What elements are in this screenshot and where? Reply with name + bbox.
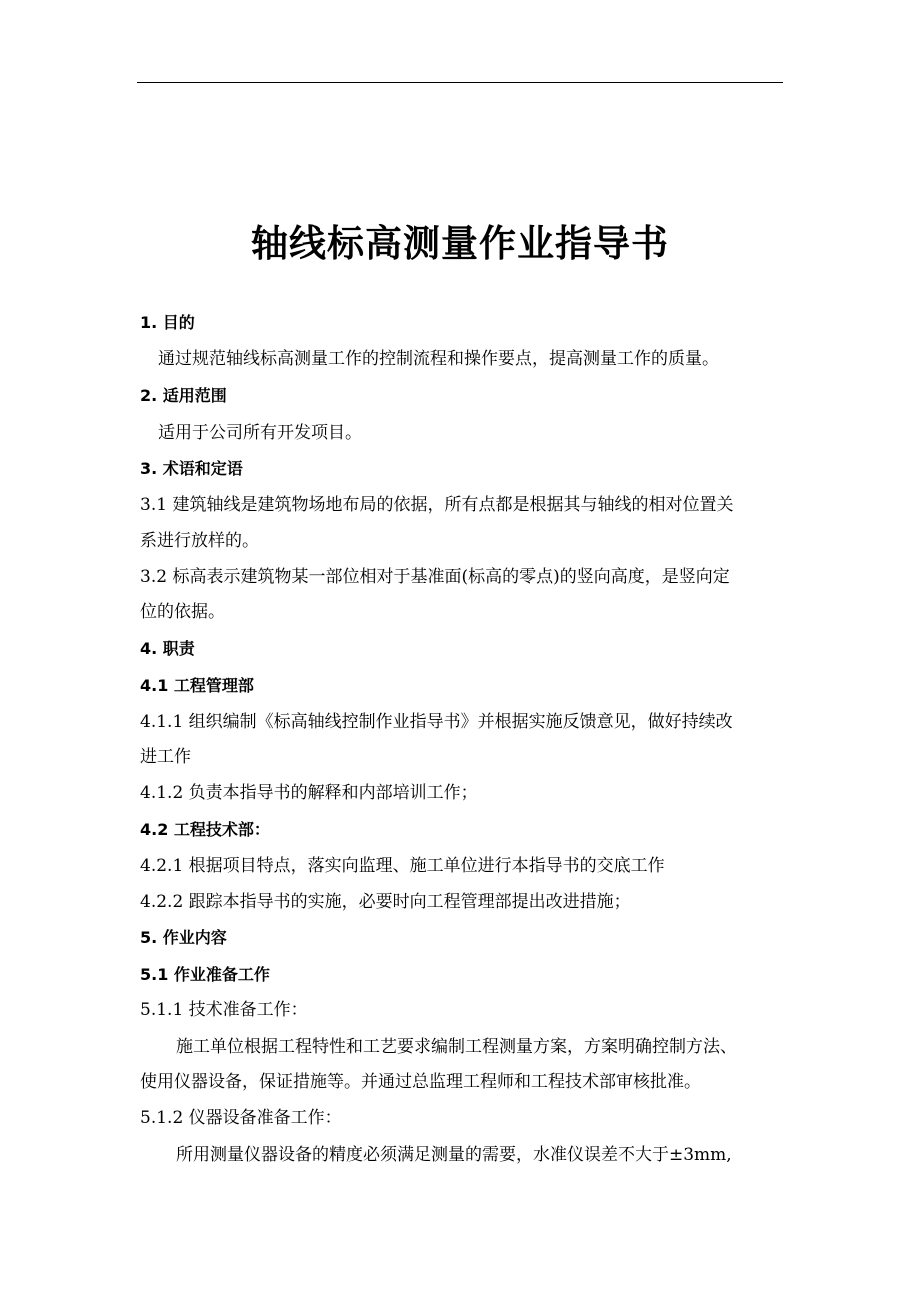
paragraph-line: 位的依据。 [140, 602, 225, 622]
subsection-heading: 4.1 工程管理部 [140, 676, 254, 695]
paragraph-line: 4.2.1 根据项目特点，落实向监理、施工单位进行本指导书的交底工作 [140, 856, 665, 876]
section-heading: 3. 术语和定语 [140, 459, 243, 478]
paragraph-line: 4.1.1 组织编制《标高轴线控制作业指导书》并根据实施反馈意见，做好持续改 [140, 712, 733, 732]
section-heading: 4. 职责 [140, 639, 195, 658]
section-heading: 1. 目的 [140, 313, 195, 332]
section-heading: 5. 作业内容 [140, 928, 227, 947]
paragraph-line: 通过规范轴线标高测量工作的控制流程和操作要点，提高测量工作的质量。 [158, 349, 719, 369]
paragraph-line: 3.1 建筑轴线是建筑物场地布局的依据，所有点都是根据其与轴线的相对位置关 [140, 495, 734, 515]
subsection-heading: 4.2 工程技术部： [140, 820, 270, 839]
paragraph-line: 5.1.1 技术准备工作： [140, 1000, 308, 1020]
document-title: 轴线标高测量作业指导书 [251, 222, 669, 265]
paragraph-line: 所用测量仪器设备的精度必须满足测量的需要，水准仪误差不大于±3mm, [176, 1145, 732, 1165]
section-heading: 2. 适用范围 [140, 386, 227, 405]
paragraph-line: 5.1.2 仪器设备准备工作： [140, 1108, 342, 1128]
paragraph-line: 适用于公司所有开发项目。 [158, 423, 362, 443]
paragraph-line: 4.2.2 跟踪本指导书的实施，必要时向工程管理部提出改进措施； [140, 892, 631, 912]
paragraph-line: 使用仪器设备，保证措施等。并通过总监理工程师和工程技术部审核批准。 [140, 1072, 701, 1092]
header-rule [137, 82, 783, 83]
paragraph-line: 4.1.2 负责本指导书的解释和内部培训工作； [140, 783, 478, 803]
subsection-heading: 5.1 作业准备工作 [140, 965, 270, 984]
paragraph-line: 进工作 [140, 747, 191, 767]
paragraph-line: 系进行放样的。 [140, 531, 259, 551]
paragraph-line: 施工单位根据工程特性和工艺要求编制工程测量方案，方案明确控制方法、 [176, 1037, 737, 1057]
paragraph-line: 3.2 标高表示建筑物某一部位相对于基准面(标高的零点)的竖向高度，是竖向定 [140, 567, 730, 587]
